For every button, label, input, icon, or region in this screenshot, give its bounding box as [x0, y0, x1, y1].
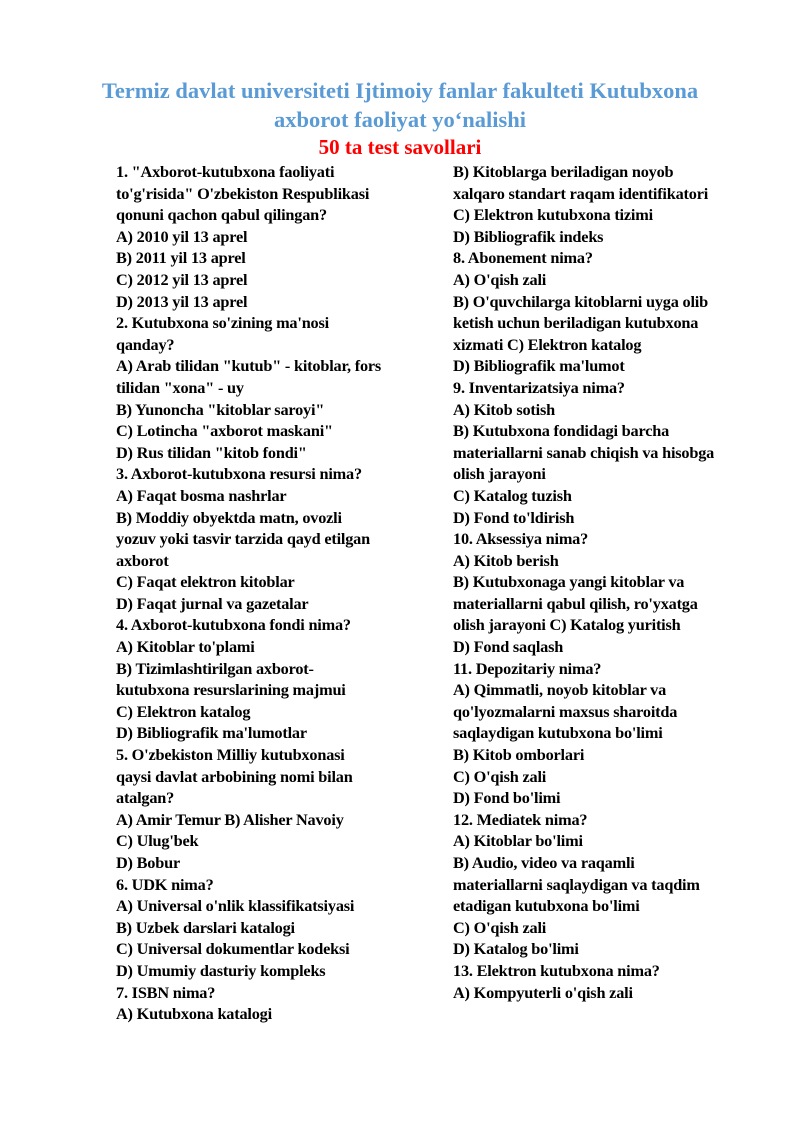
title-line-1: Termiz davlat universiteti Ijtimoiy fanlar fakulteti Kutubxona — [101, 78, 699, 103]
text-line: 4. Axborot-kutubxona fondi nima? — [116, 615, 351, 635]
text-line: xalqaro standart raqam identifikatori — [453, 183, 709, 203]
text-line: B) Kitob omborlari — [453, 745, 585, 765]
text-line: olish jarayoni — [453, 464, 546, 484]
text-line: A) Arab tilidan "kutub" - kitoblar, fors — [116, 356, 382, 376]
text-line: C) Faqat elektron kitoblar — [116, 572, 295, 592]
text-line: yozuv yoki tasvir tarzida qayd etilgan — [116, 529, 370, 549]
text-line: B) Audio, video va raqamli — [453, 853, 635, 872]
left-text-column — [116, 161, 416, 1025]
text-line: D) 2013 yil 13 aprel — [116, 291, 248, 311]
text-line: etadigan kutubxona bo'limi — [453, 896, 640, 916]
text-line: D) Faqat jurnal va gazetalar — [116, 593, 309, 613]
text-line: A) Kitoblar to'plami — [116, 637, 255, 657]
text-line: xizmati C) Elektron katalog — [453, 334, 642, 354]
text-line: C) Ulug'bek — [116, 831, 199, 851]
text-line: qaysi davlat arbobining nomi bilan — [116, 766, 353, 786]
text-line: 8. Abonement nima? — [453, 248, 593, 268]
text-line: B) Kitoblarga beriladigan noyob — [453, 162, 674, 181]
text-line: B) Moddiy obyektda matn, ovozli — [116, 507, 342, 527]
text-line: to'g'risida" O'zbekiston Respublikasi — [116, 183, 370, 203]
text-line: B) Yunoncha "kitoblar saroyi" — [116, 399, 325, 419]
text-line: A) Kutubxona katalogi — [116, 1004, 272, 1024]
text-line: D) Umumiy dasturiy kompleks — [116, 960, 326, 980]
text-line: ketish uchun beriladigan kutubxona — [453, 313, 699, 333]
text-line: C) Elektron kutubxona tizimi — [453, 205, 653, 225]
title-line-2: axborot faoliyat yo‘nalishi — [273, 107, 527, 132]
text-line: D) Bibliografik ma'lumot — [453, 356, 625, 376]
text-line: A) 2010 yil 13 aprel — [116, 226, 248, 246]
text-line: A) Amir Temur B) Alisher Navoiy — [116, 809, 344, 829]
text-line: B) Uzbek darslari katalogi — [116, 917, 295, 937]
text-line: 1. "Axborot-kutubxona faoliyati — [116, 162, 335, 181]
text-line: qanday? — [116, 334, 175, 354]
text-line: atalgan? — [116, 788, 175, 808]
text-line: 3. Axborot-kutubxona resursi nima? — [116, 464, 362, 484]
text-line: B) O'quvchilarga kitoblarni uyga olib — [453, 291, 708, 311]
text-line: 11. Depozitariy nima? — [453, 658, 602, 678]
text-line: axborot — [116, 550, 169, 570]
text-line: kutubxona resurslarining majmui — [116, 680, 346, 700]
text-line: 7. ISBN nima? — [116, 982, 216, 1002]
text-line: C) Universal dokumentlar kodeksi — [116, 939, 350, 959]
text-line: qo'lyozmalarni maxsus sharoitda — [453, 701, 678, 721]
text-line: B) Kutubxona fondidagi barcha — [453, 421, 670, 441]
text-line: A) Faqat bosma nashrlar — [116, 485, 287, 505]
text-line: A) O'qish zali — [453, 269, 547, 289]
text-line: A) Kitob berish — [453, 550, 559, 570]
text-line: C) 2012 yil 13 aprel — [116, 269, 248, 289]
text-line: D) Fond saqlash — [453, 637, 564, 657]
text-line: D) Rus tilidan "kitob fondi" — [116, 442, 307, 462]
text-line: C) Elektron katalog — [116, 701, 251, 721]
text-line: 10. Aksessiya nima? — [453, 529, 589, 549]
text-line: 6. UDK nima? — [116, 874, 214, 894]
text-line: qonuni qachon qabul qilingan? — [116, 205, 327, 225]
text-line: B) Tizimlashtirilgan axborot- — [116, 658, 314, 678]
text-line: D) Katalog bo'limi — [453, 939, 579, 959]
text-line: C) O'qish zali — [453, 917, 547, 937]
text-line: D) Fond bo'limi — [453, 788, 561, 808]
text-line: B) 2011 yil 13 aprel — [116, 248, 246, 268]
text-line: 2. Kutubxona so'zining ma'nosi — [116, 313, 329, 333]
document-subtitle: 50 ta test savollari — [318, 135, 482, 159]
text-line: D) Bobur — [116, 853, 180, 872]
text-line: saqlaydigan kutubxona bo'limi — [453, 723, 663, 743]
text-line: materiallarni sanab chiqish va hisobga — [453, 442, 715, 462]
text-line: C) Lotincha "axborot maskani" — [116, 421, 333, 441]
text-line: D) Bibliografik ma'lumotlar — [116, 723, 307, 743]
document-title — [60, 76, 740, 134]
text-line: D) Fond to'ldirish — [453, 507, 575, 527]
text-line: A) Kompyuterli o'qish zali — [453, 982, 633, 1002]
text-line: 9. Inventarizatsiya nima? — [453, 377, 625, 397]
text-line: A) Kitob sotish — [453, 399, 555, 419]
text-line: materiallarni saqlaydigan va taqdim — [453, 874, 700, 894]
text-line: tilidan "xona" - uy — [116, 377, 244, 397]
text-line: 5. O'zbekiston Milliy kutubxonasi — [116, 745, 345, 765]
text-line: 13. Elektron kutubxona nima? — [453, 960, 660, 980]
text-line: C) Katalog tuzish — [453, 485, 572, 505]
text-line: D) Bibliografik indeks — [453, 226, 604, 246]
text-line: olish jarayoni C) Katalog yuritish — [453, 615, 681, 635]
text-line: C) O'qish zali — [453, 766, 547, 786]
text-line: A) Universal o'nlik klassifikatsiyasi — [116, 896, 355, 916]
text-line: 12. Mediatek nima? — [453, 809, 588, 829]
right-text-column — [453, 161, 749, 1003]
text-line: A) Qimmatli, noyob kitoblar va — [453, 680, 667, 700]
text-line: A) Kitoblar bo'limi — [453, 831, 583, 851]
text-line: materiallarni qabul qilish, ro'yxatga — [453, 593, 698, 613]
text-line: B) Kutubxonaga yangi kitoblar va — [453, 572, 685, 592]
